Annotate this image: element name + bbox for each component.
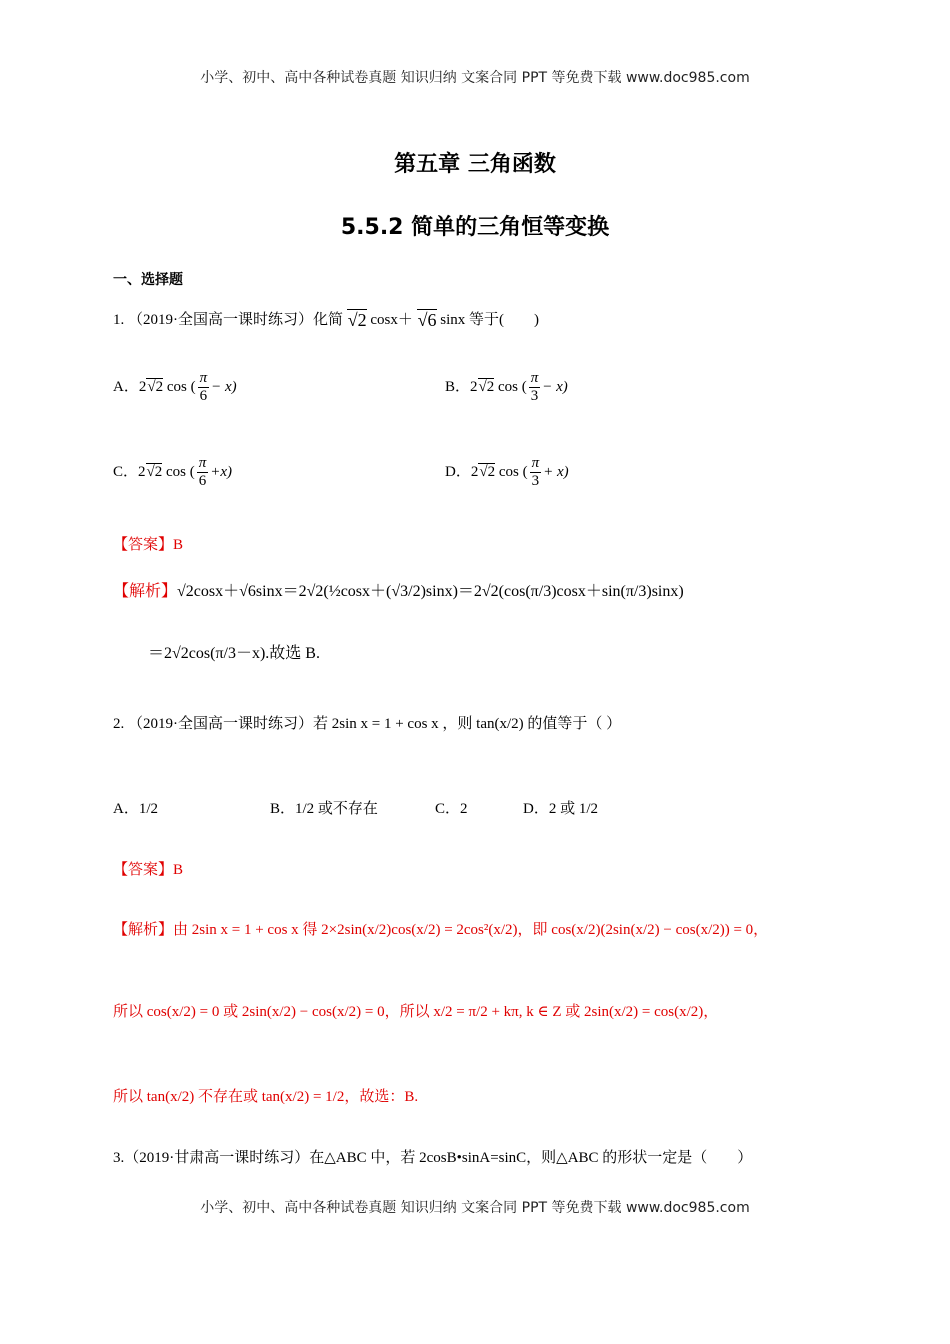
option-label: A．2 (113, 378, 147, 395)
num: π (530, 370, 539, 386)
num: π (531, 455, 540, 471)
num: π (198, 455, 207, 471)
num: π (199, 370, 208, 386)
q2-analysis-line1: 【解析】由 2sin x = 1 + cos x 得 2×2sin(x/2)cos(x/2) = 2cos²(x/2)，即 cos(x/2)(2sin(x/2) − cos(x/2)) = 0， (113, 922, 769, 938)
option-label: C．2 (113, 463, 146, 480)
rest: − x) (542, 378, 568, 395)
den: 3 (531, 473, 540, 489)
option-label: B．2 (445, 378, 478, 395)
option-a[interactable]: A．1/2 (113, 801, 159, 817)
question-3-stem: 3.（2019·甘肃高一课时练习）在△ABC 中，若 2cosB•sinA=sinC，则△ABC 的形状一定是（ ） (113, 1150, 753, 1166)
sqrt-2: √ 2 (347, 309, 367, 330)
rest: + x) (543, 463, 569, 480)
q1-analysis-line1 (113, 578, 684, 601)
part-heading: 一、选择题 (113, 272, 183, 288)
option-d[interactable]: D．2√ 2 cos ( $\frac{\pi}{3}$ + x) (445, 455, 569, 490)
stem-text: sinx 等于( ) (440, 312, 540, 328)
section-title: 5.5.2 简单的三角恒等变换 (340, 215, 610, 240)
q1-analysis-line2: ＝2√2cos(π/3－x).故选 B. (148, 645, 320, 662)
sqrt-2: √ 2 (146, 378, 163, 395)
option-b[interactable]: B．2√ 2 cos ( $\frac{\pi}{3}$ − x) (445, 370, 568, 405)
analysis-text: √2cosx＋√6sinx＝2√2(½cosx＋(√3/2)sinx)＝2√2(cos(π/3)cosx＋sin(π/3)sinx) (177, 583, 684, 600)
rest: − x) (211, 378, 237, 395)
option-a[interactable]: A．2√ 2 cos ( $\frac{\pi}{6}$ − x) (113, 370, 237, 405)
sqrt-2: √ 2 (146, 463, 163, 480)
q2-answer: 【答案】B (113, 862, 184, 878)
question-2-stem: 2. （2019·全国高一课时练习）若 2sin x = 1 + cos x ，则 tan(x/2) 的值等于（ ） (113, 716, 622, 732)
den: 6 (199, 388, 208, 404)
analysis-label: 【解析】 (113, 583, 178, 600)
stem-text: 1. （2019·全国高一课时练习）化简 (113, 312, 343, 328)
option-b[interactable]: B．1/2 或不存在 (270, 801, 378, 817)
option-c[interactable]: C．2 (435, 801, 468, 817)
page-header: 小学、初中、高中各种试卷真题 知识归纳 文案合同 PPT 等免费下载 www.doc985.com (200, 70, 750, 86)
chapter-title: 第五章 三角函数 (394, 152, 556, 177)
page-footer: 小学、初中、高中各种试卷真题 知识归纳 文案合同 PPT 等免费下载 www.doc985.com (200, 1200, 750, 1216)
sqrt-2: √ 2 (478, 463, 495, 480)
q2-analysis-line3: 所以 tan(x/2) 不存在或 tan(x/2) = 1/2，故选：B. (113, 1089, 419, 1105)
q2-analysis-line2: 所以 cos(x/2) = 0 或 2sin(x/2) − cos(x/2) = 0，所以 x/2 = π/2 + kπ, k ∈ Z 或 2sin(x/2) = cos(x/2)， (113, 1004, 719, 1020)
rest: +x) (210, 463, 233, 480)
sqrt-6: √ 6 (417, 309, 437, 330)
stem-text: cosx＋ (370, 312, 413, 328)
sqrt-2: √ 2 (478, 378, 495, 395)
option-d[interactable]: D．2 或 1/2 (523, 801, 599, 817)
question-1-stem (113, 308, 539, 331)
den: 6 (198, 473, 207, 489)
option-label: D．2 (445, 463, 479, 480)
den: 3 (530, 388, 539, 404)
option-c[interactable]: C．2√ 2 cos ( $\frac{\pi}{6}$ +x) (113, 455, 232, 490)
q1-answer: 【答案】B (113, 537, 184, 553)
